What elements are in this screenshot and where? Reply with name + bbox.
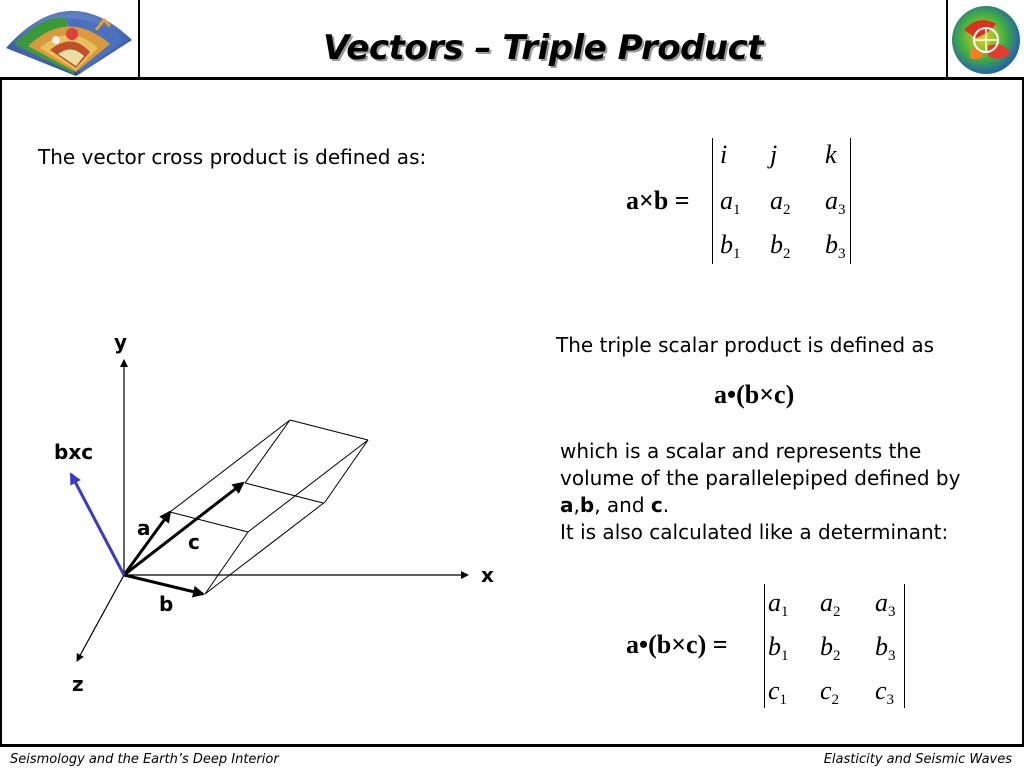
determinant-intro: It is also calculated like a determinant: — [560, 520, 949, 544]
footer-left-text: Seismology and the Earth’s Deep Interior — [10, 752, 279, 767]
triple-matrix-cell-a3: $a_3$ — [875, 588, 896, 620]
triple-matrix-cell-c1: $c_1$ — [768, 676, 788, 708]
sep-and: , and — [594, 493, 651, 517]
cross-matrix-cell-b3: $b_3$ — [825, 230, 846, 262]
cross-matrix-cell-j: j — [770, 140, 778, 169]
b-label: b — [159, 592, 174, 616]
y-axis-label: y — [114, 330, 128, 354]
triple-matrix-cell-b2: $b_2$ — [820, 632, 841, 664]
cross-matrix-cell-a1: $a_1$ — [720, 186, 741, 218]
triple-matrix-cell-a1: $a_1$ — [768, 588, 789, 620]
vector-b-ref: b — [579, 493, 595, 517]
a-label: a — [137, 516, 151, 540]
cross-matrix-cell-a3: $a_3$ — [825, 186, 846, 218]
vector-bxc-arrow — [71, 474, 124, 575]
footer-right-text: Elasticity and Seismic Waves — [823, 752, 1012, 767]
cross-matrix-cell-b1: $b_1$ — [720, 230, 741, 262]
triple-matrix-cell-b3: $b_3$ — [875, 632, 896, 664]
bxc-label: bxc — [54, 440, 94, 464]
z-axis — [77, 575, 124, 661]
triple-product-formula: a•(b×c) — [714, 380, 795, 409]
slide-title: Vectors – Triple Product — [322, 28, 764, 68]
sep-end: . — [662, 493, 670, 517]
x-axis-label: x — [481, 563, 494, 587]
description-line-2: volume of the parallelepiped defined by — [560, 466, 961, 490]
parallelepiped-edges — [170, 420, 368, 594]
cross-matrix-cell-k: k — [825, 140, 837, 169]
sep-1: , — [573, 493, 580, 517]
description-line-1: which is a scalar and represents the — [560, 439, 922, 463]
cross-matrix-cell-i: i — [720, 140, 728, 169]
vector-a-ref: a — [560, 493, 574, 517]
triple-matrix-cell-a2: $a_2$ — [820, 588, 841, 620]
cross-matrix-cell-b2: $b_2$ — [770, 230, 791, 262]
triple-determinant-lhs: a•(b×c) = — [626, 630, 728, 659]
cross-matrix-cell-a2: $a_2$ — [770, 186, 791, 218]
vector-c-ref: c — [650, 493, 663, 517]
slide-footer — [0, 744, 1024, 768]
cross-product-intro: The vector cross product is defined as: — [38, 145, 427, 169]
triple-matrix-cell-c3: $c_3$ — [875, 676, 895, 708]
cross-product-lhs: a×b = — [626, 186, 690, 215]
z-axis-label: z — [72, 672, 84, 696]
triple-matrix-cell-b1: $b_1$ — [768, 632, 789, 664]
triple-matrix-cell-c2: $c_2$ — [820, 676, 840, 708]
c-label: c — [188, 530, 200, 554]
triple-product-intro: The triple scalar product is defined as — [556, 333, 935, 357]
